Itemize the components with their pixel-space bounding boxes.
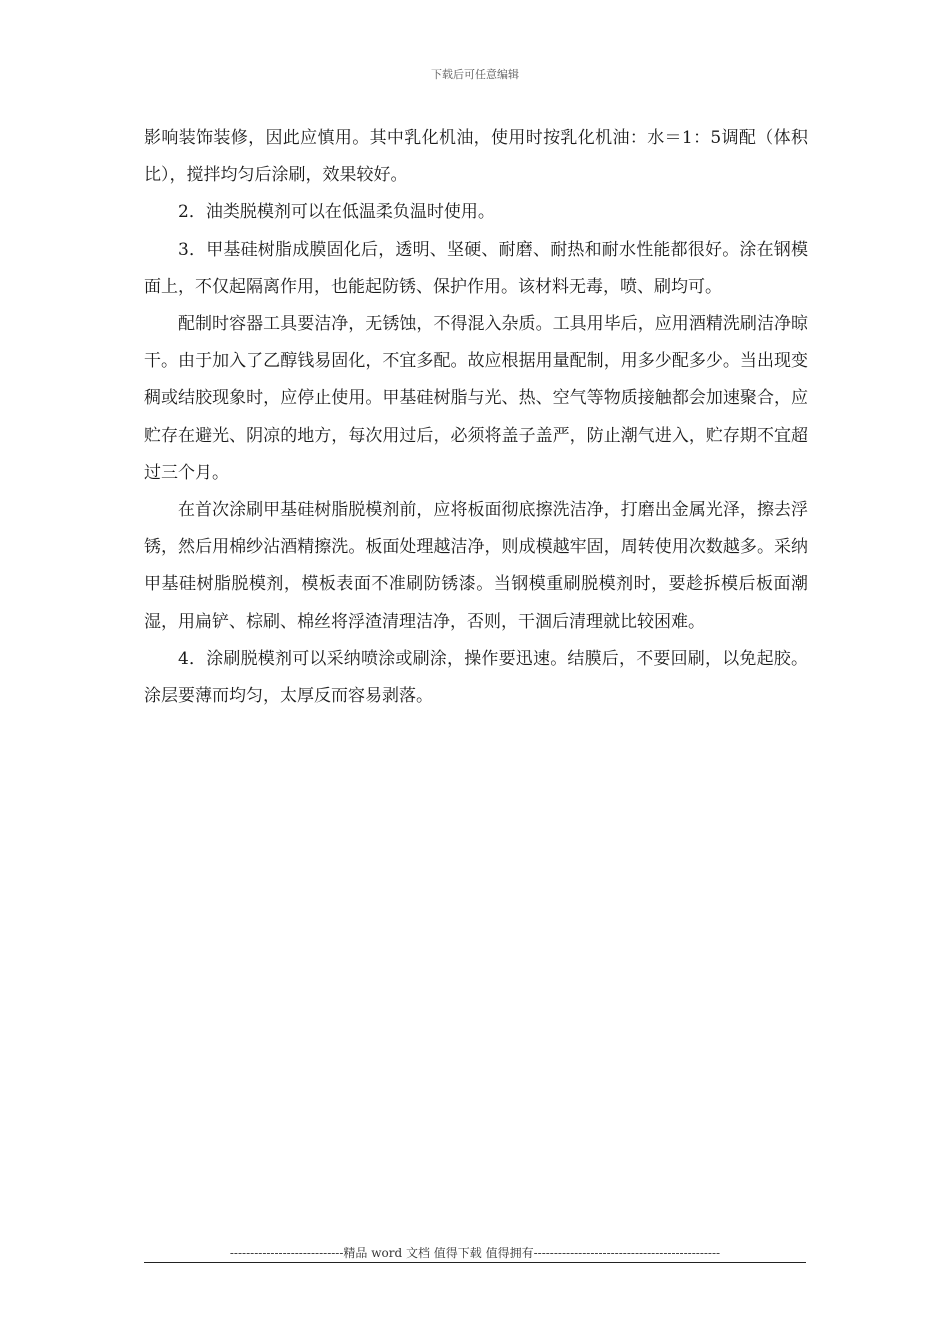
paragraph-1: 影响装饰装修，因此应慎用。其中乳化机油，使用时按乳化机油：水＝1：5调配（体积比），搅拌均匀后涂刷，效果较好。 [144,128,808,186]
page-footer: ----------------------------精品 word 文档 值得下载 值得拥有---------------------------------------------- [144,1244,806,1263]
page-header: 下载后可任意编辑 [431,68,519,81]
paragraph-2: 2．油类脱模剂可以在低温柔负温时使用。 [178,202,495,223]
paragraph-4: 配制时容器工具要洁净，无锈蚀，不得混入杂质。工具用毕后，应用酒精洗刷洁净晾干。由于加入了乙醇钱易固化，不宜多配。故应根据用量配制，用多少配多少。当出现变稠或结胶现象时，应停止使用。甲基硅树脂与光、热、空气等物质接触都会加速聚合，应贮存在避光、阴凉的地方，每次用过后，必须将盖子盖严，防止潮气进入，贮存期不宜超过三个月。 [144,314,808,483]
paragraph-3: 3．甲基硅树脂成膜固化后，透明、坚硬、耐磨、耐热和耐水性能都很好。涂在钢模面上，不仅起隔离作用，也能起防锈、保护作用。该材料无毒，喷、刷均可。 [144,239,808,297]
document-body [144,120,808,715]
paragraph-5: 在首次涂刷甲基硅树脂脱模剂前，应将板面彻底擦洗洁净，打磨出金属光泽，擦去浮锈，然后用棉纱沾酒精擦洗。板面处理越洁净，则成模越牢固，周转使用次数越多。采纳甲基硅树脂脱模剂，模板表面不准刷防锈漆。当钢模重刷脱模剂时，要趁拆模后板面潮湿，用扁铲、棕刷、棉丝将浮渣清理洁净，否则，干涸后清理就比较困难。 [144,500,808,632]
paragraph-6: 4．涂刷脱模剂可以采纳喷涂或刷涂，操作要迅速。结膜后，不要回刷，以免起胶。涂层要薄而均匀，太厚反而容易剥落。 [144,648,808,707]
